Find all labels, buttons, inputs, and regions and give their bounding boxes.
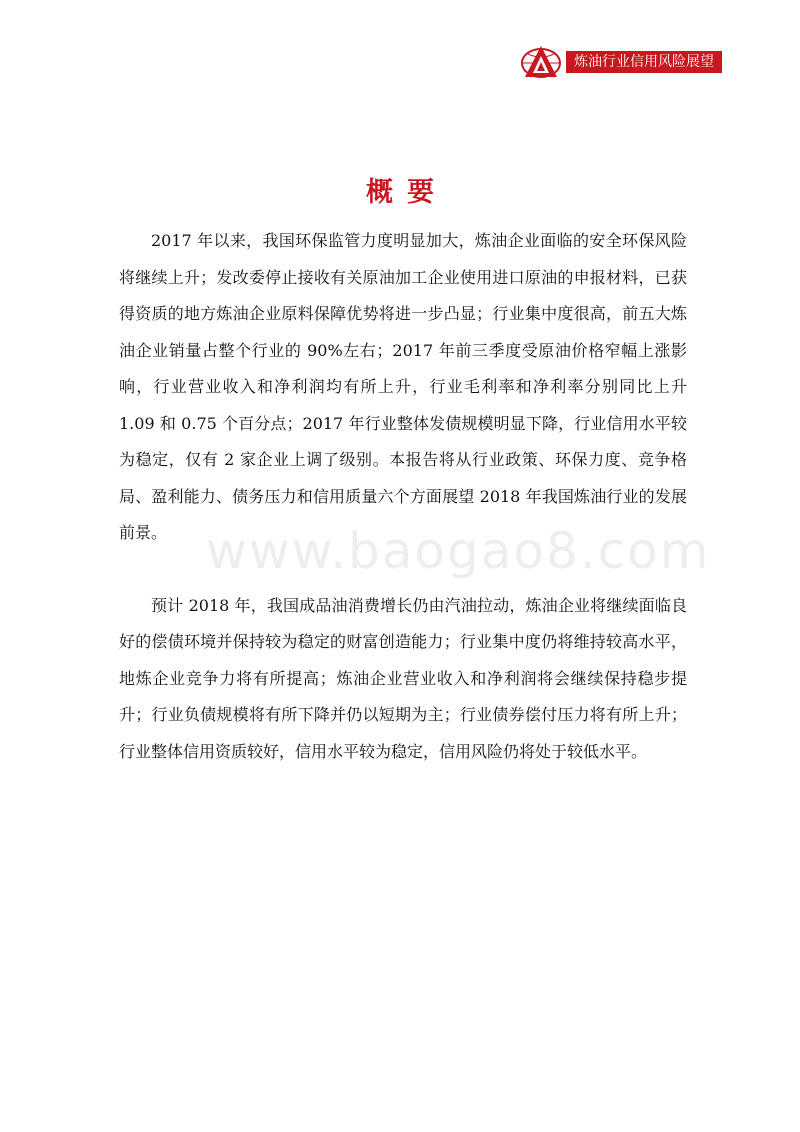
summary-paragraph-2: 预计 2018 年，我国成品油消费增长仍由汽油拉动，炼油企业将继续面临良好的偿债环境并保持较为稳定的财富创造能力；行业集中度仍将维持较高水平，地炼企业竞争力将有所提高；炼油企业营业收入和净利润将会继续保持稳步提升；行业负债规模将有所下降并仍以短期为主；行业债券偿付压力将有所上升；行业整体信用资质较好，信用水平较为稳定，信用风险仍将处于较低水平。: [119, 595, 687, 761]
paragraph-gap: [119, 552, 687, 588]
page-title: 概要: [366, 177, 448, 208]
summary-paragraph-1: 2017 年以来，我国环保监管力度明显加大，炼油企业面临的安全环保风险将继续上升；发改委停止接收有关原油加工企业使用进口原油的申报材料，已获得资质的地方炼油企业原料保障优势将进一步凸显；行业集中度很高，前五大炼油企业销量占整个行业的 90%左右；2017 年前三季度受原油价格窄幅上涨影响，行业营业收入和净利润均有所上升，行业毛利率和净利率分别同比上升 1.09 和 0.75 个百分点；2017 年行业整体发债规模明显下降，行业信用水平较为稳定，仅有 2 家企业上调了级别。本报告将从行业政策、环保力度、竞争格局、盈利能力、债务压力和信用质量六个方面展望 2018 年我国炼油行业的发展前景。: [119, 231, 687, 542]
watermark: www.baogao8.com: [206, 522, 711, 580]
company-logo-icon: [520, 44, 564, 80]
page-header: [520, 44, 722, 80]
header-title: 炼油行业信用风险展望: [566, 51, 722, 73]
summary-body: [119, 223, 687, 770]
